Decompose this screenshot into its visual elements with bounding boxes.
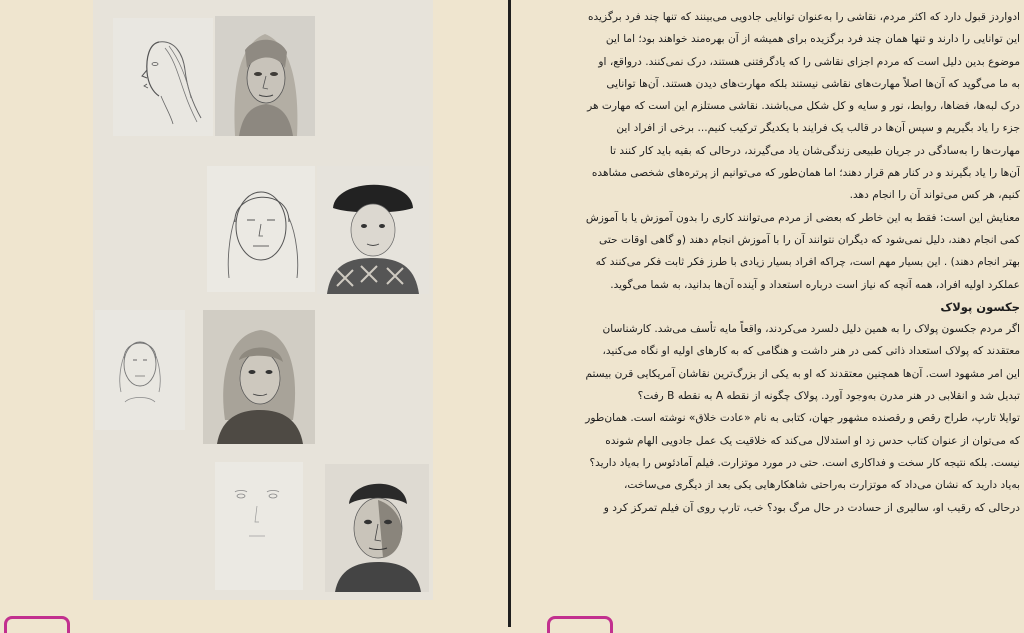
before-after-self-portraits	[93, 0, 433, 600]
text-line: کمی انجام دهند، دلیل نمی‌شود که دیگران نتوانند آن را با آموزش انجام دهند (و گاهی اوقات حتی	[599, 233, 1020, 246]
text-line: تبدیل شد و انقلابی در هنر مدرن به‌وجود آورد. پولاک چگونه از نقطه A به نقطه B رفت؟	[637, 390, 1020, 403]
text-line: موضوع بدین دلیل است که مردم اجزای نقاشی را که یادگرفتنی هستند، درک نمی‌کنند. درواقع، او	[598, 55, 1020, 68]
text-line: به‌یاد دارید که نشان می‌داد که موتزارت به‌راحتی شاهکارهایی یکی بعد از دیگری می‌ساخت،	[624, 479, 1020, 492]
portrait-1-after-drawing	[215, 16, 315, 136]
portrait-3-before-drawing	[95, 310, 185, 430]
portrait-3-before	[95, 310, 185, 430]
footer-logo-mark	[547, 616, 613, 633]
text-line: بهتر انجام دهند) . این بسیار مهم است، چراکه افراد بسیار زیادی با طرز فکر ثابت فکر می‌کنند که	[595, 256, 1020, 269]
article-text	[520, 6, 1020, 519]
text-line: اگر مردم جکسون پولاک را به همین دلیل دلسرد می‌کردند، واقعاً مایه تأسف می‌شد. کارشناسان	[602, 323, 1020, 336]
left-page	[0, 0, 508, 627]
section-heading: جکسون پولاک	[940, 299, 1020, 314]
portrait-2-before-drawing	[207, 166, 315, 292]
portrait-3-after-drawing	[203, 310, 315, 444]
text-line: نیست. بلکه نتیجه کار سخت و فداکاری است. حتی در مورد موتزارت. فیلم آمادئوس را به‌یاد دارید؟	[589, 456, 1020, 469]
portrait-2-before	[207, 166, 315, 292]
portrait-4-before-drawing	[215, 462, 303, 590]
portrait-1-before-drawing	[113, 18, 213, 136]
portrait-4-before	[215, 462, 303, 590]
footer-logo-mark	[4, 616, 70, 633]
text-line: درحالی که رقیب او، سالیری از حسادت در حال مرگ بود؟ خب، تارپ روی آن فیلم تمرکز کرد و	[603, 501, 1020, 514]
text-line: این توانایی را دارند و تنها همان چند فرد برگزیده برای همیشه از آن بهره‌مند خواهند بود؛ اما این	[605, 33, 1020, 46]
text-line: که می‌توان از عنوان کتاب حدس زد او استدلال می‌کند که خلاقیت یک عمل جادویی الهام شونده	[605, 434, 1020, 447]
text-line: جزء را یاد بگیریم و سپس آن‌ها در قالب یک فرایند با یکدیگر ترکیب کنیم... برخی از افراد این	[616, 122, 1020, 135]
text-line: آن‌ها را یاد بگیرند و در کنار هم قرار دهند؛ اما همان‌طور که می‌توانیم از پرتره‌های شخصی مشاهده	[591, 167, 1020, 180]
portrait-2-after-drawing	[317, 166, 429, 294]
portrait-4-after-drawing	[325, 464, 429, 592]
text-line: توایلا تارپ، طراح رقص و رقصنده مشهور جهان، کتابی به نام «عادت خلاق» نوشته است. همان‌طور	[585, 412, 1020, 425]
text-line: معتقدند که پولاک استعداد ذاتی کمی در هنر داشت و هنگامی که به کارهای اولیه او نگاه می‌کنید،	[602, 345, 1020, 358]
text-line: این امر مشهود است. آن‌ها همچنین معتقدند که او به یکی از بزرگ‌ترین نقاشان آمریکایی قرن بیستم	[585, 367, 1020, 380]
text-line: کنیم، هر کس می‌تواند آن را انجام دهد.	[849, 189, 1020, 202]
text-line: مهارت‌ها را به‌سادگی در جریان طبیعی زندگی‌شان یاد می‌گیرند، درحالی که بقیه باید کار کنند تا	[609, 144, 1020, 157]
text-line: عملکرد اولیه افراد، همه آنچه که نیاز است درباره استعداد و آینده آن‌ها بدانید، به شما می‌گوید.	[610, 278, 1020, 291]
text-line: ادوارد‌ز قبول دارد که اکثر مردم، نقاشی را به‌عنوان توانایی جادویی می‌بینند که تنها چند فرد برگزیده	[587, 11, 1020, 23]
portrait-3-after	[203, 310, 315, 444]
portrait-1-before	[113, 18, 213, 136]
text-line: درک لبه‌ها، فضاها، روابط، نور و سایه و کل شکل می‌باشند. نقاشی مستلزم این است که مهارت هر	[587, 100, 1020, 113]
portrait-4-after	[325, 464, 429, 592]
portrait-1-after	[215, 16, 315, 136]
portrait-2-after	[317, 166, 429, 294]
text-line: معنایش این است: فقط به این خاطر که بعضی از مردم می‌توانند کاری را بدون آموزش یا با آموزش	[585, 211, 1020, 224]
text-line: به ما می‌گوید که آن‌ها اصلاً مهارت‌های نقاشی نیستند بلکه مهارت‌های دیدن هستند. آن‌ها توانایی	[606, 77, 1020, 90]
